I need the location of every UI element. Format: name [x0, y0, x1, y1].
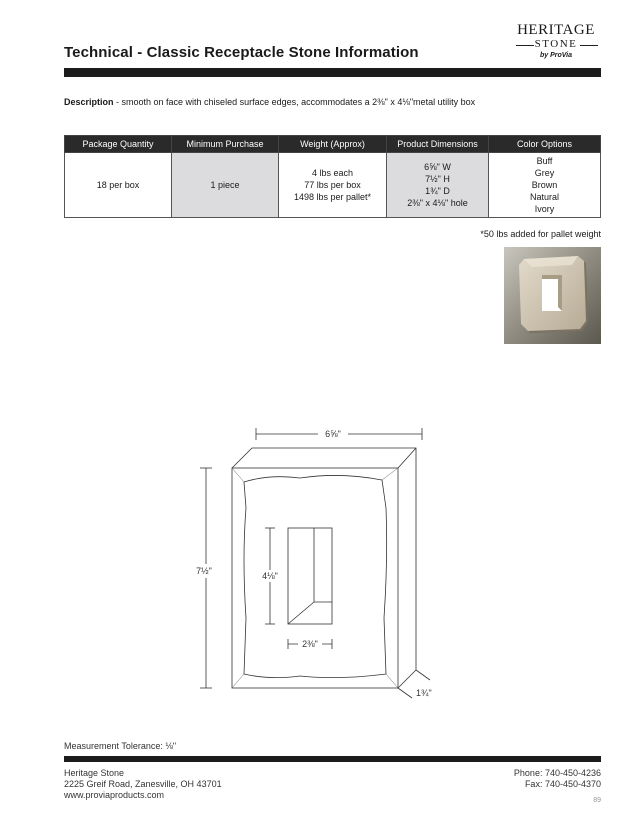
logo-stone-text: STONE: [534, 38, 578, 50]
company-name: Heritage Stone: [64, 768, 125, 778]
hole-width-label: 2⅜": [302, 639, 318, 649]
minimum-purchase-cell: 1 piece: [172, 153, 279, 218]
contact-block: [420, 768, 601, 790]
phone-number: Phone: 740-450-4236: [513, 768, 601, 778]
height-label: 7½": [196, 566, 212, 576]
depth-label: 1¾": [416, 688, 432, 698]
footer-divider-bar: [64, 756, 601, 762]
color-option: Grey: [534, 168, 555, 178]
description-label: Description: [64, 97, 114, 107]
measurement-tolerance: Measurement Tolerance: ⅛": [64, 741, 177, 751]
dimension-line: 2⅜" x 4⅛" hole: [407, 198, 468, 208]
dimension-line: 1¾" D: [425, 186, 450, 196]
hole-height-label: 4⅛": [262, 571, 278, 581]
spec-table: [64, 135, 601, 218]
column-header: Product Dimensions: [387, 136, 489, 153]
fax-number: Fax: 740-450-4370: [524, 779, 601, 789]
color-options-cell: [489, 153, 601, 218]
logo-byline: by ProVia: [539, 52, 573, 59]
dimension-line: 7½" H: [425, 174, 450, 184]
dimensions-cell: [387, 153, 489, 218]
dimension-lines: [200, 428, 430, 698]
description-text: - smooth on face with chiseled surface edges, accommodates a 2⅜" x 4⅛"metal utility box: [113, 97, 476, 107]
width-label: 6⅝": [325, 429, 341, 439]
table-row: [65, 153, 601, 218]
color-option: Brown: [531, 180, 558, 190]
column-header: Weight (Approx): [279, 136, 387, 153]
logo-heritage-text: HERITAGE: [517, 22, 595, 38]
stone-dimension-diagram: [190, 418, 450, 700]
header-divider-bar: [64, 68, 601, 77]
stone-outline: [232, 448, 416, 688]
description: [64, 97, 475, 107]
heritage-stone-logo: [508, 22, 604, 68]
weight-line: 4 lbs each: [311, 168, 354, 178]
page-number: 89: [593, 797, 601, 804]
weight-line: 77 lbs per box: [304, 180, 361, 190]
pallet-footnote: *50 lbs added for pallet weight: [480, 229, 601, 239]
column-header: Package Quantity: [65, 136, 172, 153]
column-header: Minimum Purchase: [172, 136, 279, 153]
column-header: Color Options: [489, 136, 601, 153]
dimension-line: 6⅝" W: [424, 162, 451, 172]
receptacle-stone-photo: [504, 247, 601, 344]
color-option: Ivory: [534, 204, 555, 214]
color-option: Buff: [536, 156, 553, 166]
color-option: Natural: [529, 192, 559, 202]
company-address-block: [64, 768, 222, 801]
table-header-row: [65, 136, 601, 153]
package-quantity-cell: 18 per box: [65, 153, 172, 218]
bevel-hatching: [232, 468, 398, 688]
company-address: 2225 Greif Road, Zanesville, OH 43701: [64, 779, 222, 789]
page-title: Technical - Classic Receptacle Stone Information: [64, 44, 419, 61]
company-website[interactable]: www.proviaproducts.com: [64, 790, 165, 800]
weight-cell: [279, 153, 387, 218]
logo-rule: [580, 45, 598, 46]
weight-line: 1498 lbs per pallet*: [293, 192, 372, 202]
